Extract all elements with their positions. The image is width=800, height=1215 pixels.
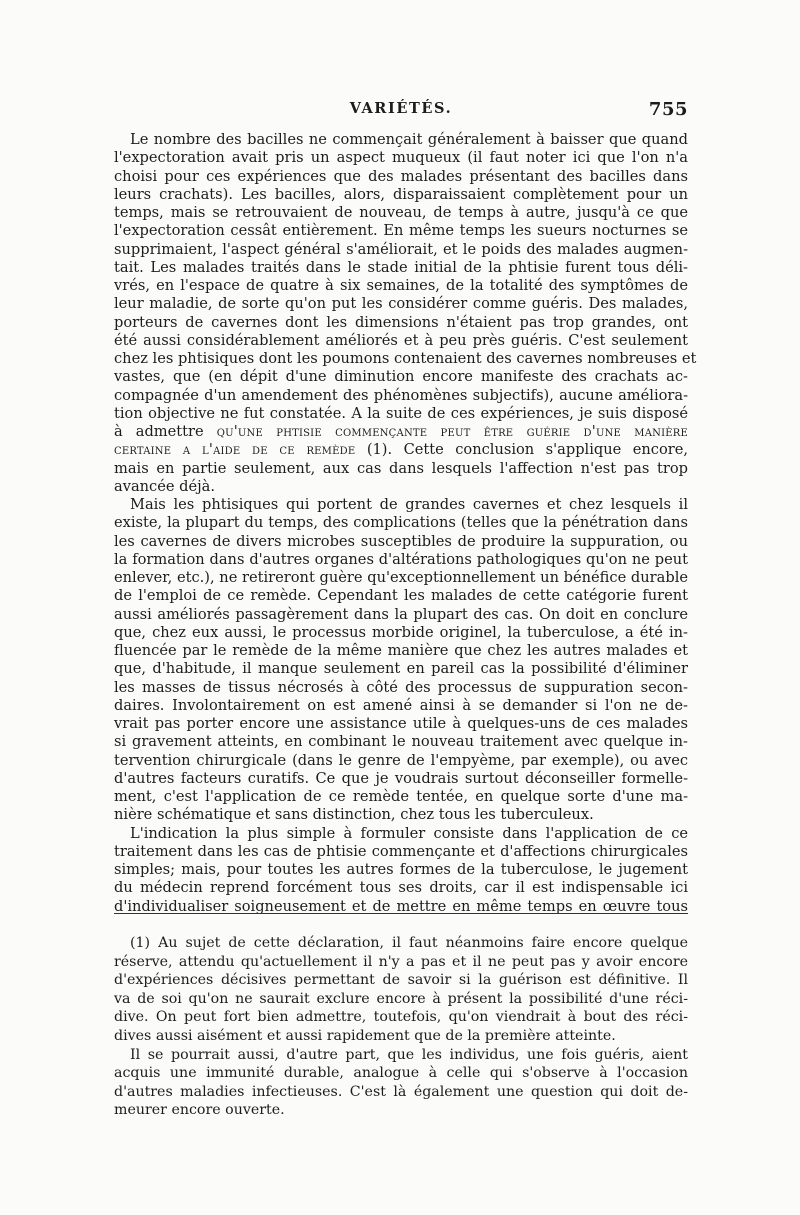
text-line: d'autres facteurs curatifs. Ce que je voudrais surtout déconseiller formelle- <box>114 769 688 787</box>
text-line: simples; mais, pour toutes les autres formes de la tuberculose, le jugement <box>114 861 688 878</box>
footnote-2 <box>114 1046 688 1120</box>
text-run: à admettre <box>114 423 217 440</box>
text-line: vrés, en l'espace de quatre à six semaines, de la totalité des symptômes de <box>114 277 688 294</box>
text-line: compagnée d'un amendement des phénomènes subjectifs), aucune améliora- <box>114 386 688 404</box>
text-line: traitement dans les cas de phtisie commençante et d'affections chirurgicales <box>114 842 688 860</box>
footnotes <box>114 934 688 1120</box>
text-line: que, chez eux aussi, le processus morbide originel, la tuberculose, a été in- <box>114 623 688 641</box>
footnote-line: dives aussi aisément et aussi rapidement que de la première atteinte. <box>114 1027 616 1044</box>
emphasis-small-caps: certaine a l'aide de ce remède <box>114 441 356 459</box>
text-line <box>114 441 688 459</box>
text-line: supprimaient, l'aspect général s'améliorait, et le poids des malades augmen- <box>114 240 688 258</box>
paragraph-2 <box>114 496 688 825</box>
text-line: leur maladie, de sorte qu'on put les considérer comme guéris. Des malades, <box>114 295 688 313</box>
footnote-line: va de soi qu'on ne saurait exclure encore à présent la possibilité d'une réci- <box>114 990 688 1007</box>
text-line: les masses de tissus nécrosés à côté des processus de suppuration secon- <box>114 678 688 696</box>
text-line: tait. Les malades traités dans le stade initial de la phtisie furent tous déli- <box>114 258 688 276</box>
text-line: chez les phtisiques dont les poumons contenaient des cavernes nombreuses et <box>114 350 697 367</box>
text-line: enlever, etc.), ne retireront guère qu'exceptionnellement un bénéfice durable <box>114 569 688 586</box>
footnote-line: (1) Au sujet de cette déclaration, il faut néanmoins faire encore quelque <box>130 935 688 951</box>
footnote-line: acquis une immunité durable, analogue à celle qui s'observe à l'occasion <box>114 1065 688 1082</box>
page-number: 755 <box>648 99 688 120</box>
text-line: Le nombre des bacilles ne commençait généralement à baisser que quand <box>130 131 688 148</box>
text-line: mais en partie seulement, aux cas dans lesquels l'affection n'est pas trop <box>114 459 688 477</box>
text-line: nière schématique et sans distinction, chez tous les tuberculeux. <box>114 806 594 824</box>
text-line: vrait pas porter encore une assistance utile à quelques-uns de ces malades <box>114 715 688 732</box>
footnote-line: meurer encore ouverte. <box>114 1102 285 1119</box>
footnote-1 <box>114 934 688 1046</box>
text-line: vastes, que (en dépit d'une diminution encore manifeste des crachats ac- <box>114 368 688 386</box>
text-line: tervention chirurgicale (dans le genre de l'empyème, par exemple), ou avec <box>114 751 688 769</box>
text-line: l'expectoration cessât entièrement. En même temps les sueurs nocturnes se <box>114 222 688 240</box>
text-run: (1). Cette conclusion s'applique encore, <box>355 441 688 459</box>
text-line: les cavernes de divers microbes susceptibles de produire la suppuration, ou <box>114 532 688 550</box>
text-line: de l'emploi de ce remède. Cependant les malades de cette catégorie furent <box>114 587 688 605</box>
text-line <box>114 423 688 441</box>
text-line: temps, mais se retrouvaient de nouveau, de temps à autre, jusqu'à ce que <box>114 204 688 221</box>
text-line: tion objective ne fut constatée. A la suite de ces expériences, je suis disposé <box>114 404 688 422</box>
text-line: que, d'habitude, il manque seulement en pareil cas la possibilité d'éliminer <box>114 660 688 678</box>
footnote-line: réserve, attendu qu'actuellement il n'y a pas et il ne peut pas y avoir encore <box>114 953 688 970</box>
text-line: choisi pour ces expériences que des malades présentant des bacilles dans <box>114 167 688 185</box>
footnote-divider <box>114 913 688 914</box>
footnote-line: d'expériences décisives permettant de savoir si la guérison est définitive. Il <box>114 972 688 989</box>
text-line: été aussi considérablement améliorés et à peu près guéris. C'est seulement <box>114 331 688 349</box>
footnote-line: Il se pourrait aussi, d'autre part, que les individus, une fois guéris, aient <box>130 1046 688 1063</box>
page-header <box>114 100 688 122</box>
footnote-line: dive. On peut fort bien admettre, toutefois, qu'on viendrait à bout des réci- <box>114 1009 688 1026</box>
emphasis-small-caps: qu'une phtisie commençante peut être guérie d'une manière <box>216 423 688 440</box>
text-line: daires. Involontairement on est amené ainsi à se demander si l'on ne de- <box>114 696 688 714</box>
text-line: du médecin reprend forcément tous ses droits, car il est indispensable ici <box>114 879 688 897</box>
text-line: l'expectoration avait pris un aspect muqueux (il faut noter ici que l'on n'a <box>114 149 688 167</box>
text-line: ment, c'est l'application de ce remède tentée, en quelque sorte d'une ma- <box>114 788 688 805</box>
text-line: L'indication la plus simple à formuler consiste dans l'application de ce <box>130 824 688 842</box>
text-line: d'individualiser soigneusement et de mettre en même temps en œuvre tous <box>114 897 688 915</box>
text-line: Mais les phtisiques qui portent de grandes cavernes et chez lesquels il <box>130 496 688 513</box>
text-line: avancée déjà. <box>114 477 215 495</box>
paragraph-3 <box>114 825 688 916</box>
text-line: la formation dans d'autres organes d'altérations pathologiques qu'on ne peut <box>114 550 688 568</box>
footnote-line: d'autres maladies infectieuses. C'est là également une question qui doit de- <box>114 1083 688 1100</box>
text-line: aussi améliorés passagèrement dans la plupart des cas. On doit en conclure <box>114 605 688 623</box>
text-line: existe, la plupart du temps, des complications (telles que la pénétration dans <box>114 514 688 532</box>
text-line: porteurs de cavernes dont les dimensions n'étaient pas trop grandes, ont <box>114 313 688 331</box>
running-title: VARIÉTÉS. <box>349 100 453 117</box>
text-line: leurs crachats). Les bacilles, alors, disparaissaient complètement pour un <box>114 185 688 203</box>
text-line: si gravement atteints, en combinant le nouveau traitement avec quelque in- <box>114 733 688 751</box>
body-text <box>114 131 697 916</box>
text-line: fluencée par le remède de la même manière que chez les autres malades et <box>114 642 688 659</box>
paragraph-1 <box>114 131 697 496</box>
